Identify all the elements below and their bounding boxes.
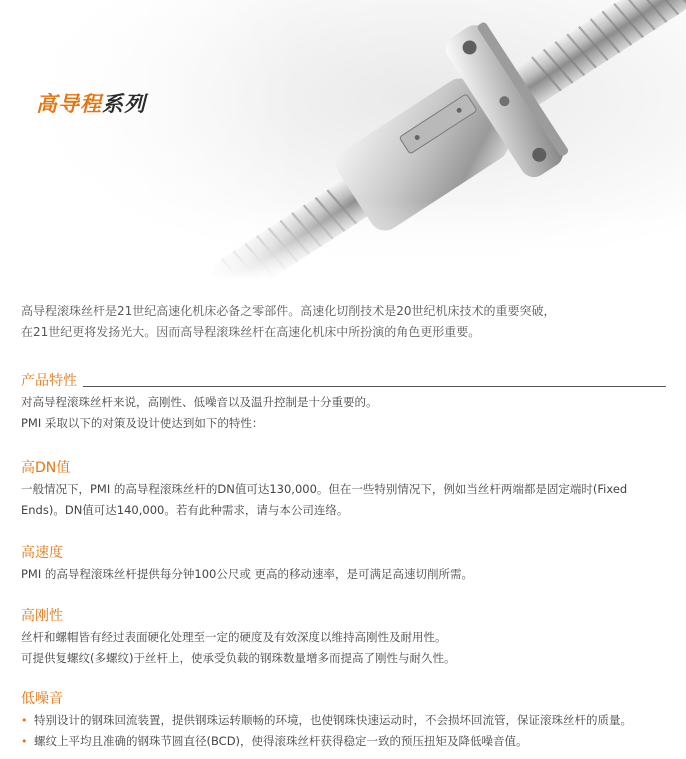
body-line: 丝杆和螺帽皆有经过表面硬化处理至一定的硬度及有效深度以维持高刚性及耐用性。: [21, 630, 447, 644]
section-divider: [83, 386, 666, 387]
title-accent: 高导程: [36, 92, 102, 116]
body-line: 对高导程滚珠丝杆来说，高刚性、低噪音以及温升控制是十分重要的。: [21, 395, 378, 409]
section-title: 高速度: [21, 545, 63, 561]
bullet-text: 特别设计的钢珠回流装置，提供钢珠运转顺畅的环境，也使钢珠快速运动时，不会损坏回流管，保证滚珠丝杆的质量。: [34, 713, 632, 727]
page-title: [36, 88, 146, 118]
section-body: [21, 564, 666, 585]
intro-line: 在21世纪更将发扬光大。因而高导程滚珠丝杆在高速化机床中所扮演的角色更形重要。: [21, 325, 481, 339]
section-low-noise: [21, 690, 666, 752]
title-rest: 系列: [102, 92, 146, 116]
section-high-rigidity: [21, 607, 666, 669]
section-high-speed: [21, 544, 666, 585]
section-body: [21, 479, 666, 521]
section-header: [21, 544, 666, 562]
hero-banner: [0, 0, 686, 280]
section-high-dn: [21, 459, 666, 521]
body-line: PMI 的高导程滚珠丝杆提供每分钟100公尺或 更高的移动速率，是可满足高速切削所需。: [21, 567, 474, 581]
list-item: [21, 731, 666, 752]
section-title: 高刚性: [21, 608, 63, 624]
section-header: [21, 459, 666, 477]
body-line: Ends)。DN值可达140,000。若有此种需求，请与本公司连络。: [21, 503, 349, 517]
section-body: [21, 392, 666, 434]
section-body: [21, 627, 666, 669]
section-body: [21, 710, 666, 752]
bullet-icon: •: [21, 714, 28, 727]
bullet-icon: •: [21, 735, 28, 748]
intro-line: 高导程滚珠丝杆是21世纪高速化机床必备之零部件。高速化切削技术是20世纪机床技术的重要突破，: [21, 304, 556, 318]
section-title: 产品特性: [21, 373, 77, 389]
section-header: [21, 690, 666, 708]
intro-paragraph: [21, 301, 661, 343]
section-title: 高DN值: [21, 460, 71, 476]
list-item: [21, 710, 666, 731]
section-features: [21, 372, 666, 434]
section-header: [21, 607, 666, 625]
section-header: [21, 372, 666, 390]
bullet-text: 螺纹上平均且准确的钢珠节圆直径(BCD)，使得滚珠丝杆获得稳定一致的预压扭矩及降低噪音值。: [34, 734, 528, 748]
section-title: 低噪音: [21, 691, 63, 707]
body-line: 可提供复螺纹(多螺纹)于丝杆上，使承受负载的钢珠数量增多而提高了刚性与耐久性。: [21, 651, 456, 665]
ball-screw-image: [0, 0, 686, 280]
body-line: 一般情况下，PMI 的高导程滚珠丝杆的DN值可达130,000。但在一些特别情况下，例如当丝杆两端都是固定端时(Fixed: [21, 482, 628, 496]
body-line: PMI 采取以下的对策及设计使达到如下的特性：: [21, 416, 264, 430]
